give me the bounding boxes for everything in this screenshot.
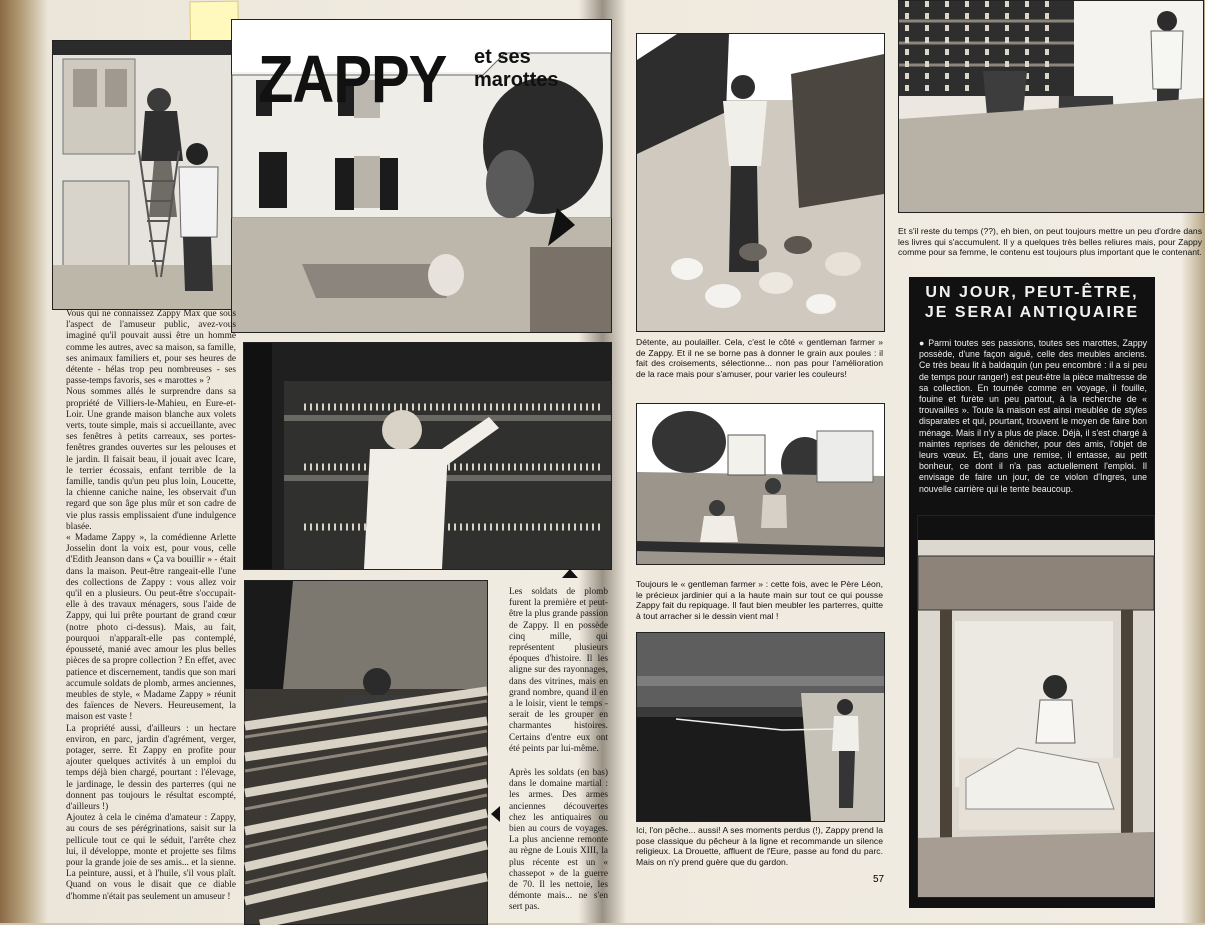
photo-four-poster-bed <box>917 515 1155 898</box>
gardening-illustration <box>637 404 884 564</box>
antique-heading-line-2: JE SERAI ANTIQUAIRE <box>924 304 1140 321</box>
photo-library <box>898 0 1204 213</box>
chickens-illustration <box>637 34 884 331</box>
bed-illustration <box>918 516 1154 897</box>
article-title-sub-line-1: et ses <box>474 46 531 68</box>
article-title-sub <box>474 46 558 92</box>
antique-text: ● Parmi toutes ses passions, toutes ses marottes, Zappy possède, d'une façon aiguë, celle des meubles anciens. Ce très beau lit à baldaquin (un peu encombré : il a si peu de temps pour ranger!) est peut-être la pièce maîtresse de sa collection. En tournée comme en voyage, il fouille, fouine et furète un peu partout, à la recherche de « trouvailles ». Toute la maison est ainsi meublée de styles disparates et qui, pourtant, trouvent le moyen de faire bon ménage. Mais il n'y a plus de place. Déjà, il s'est chargé à maintes reprises de dénicher, pour des amis, l'objet de leurs vœux. Et, dans une remise, il entasse, au petit bonheur, ce dont il n'a pas actuellement l'emploi. Il envisage de faire un jour, de ce violon d'Ingres, une nouvelle carrière qui le tente beaucoup. <box>919 338 1147 494</box>
library-illustration <box>899 1 1203 212</box>
middle-article-1: Les soldats de plomb furent la première et peut-être la plus grande passion de Zappy. Il en possède cinq mille, qui représentent plusieurs époques d'histoire. Il les aligne sur des rayonnages, dans des vitrines, mais en grand nombre, quand il en a le loisir, vient le temps - serait de les grouper en charmantes histoires. Certains d'entre eux ont été peints par lui-même. <box>509 587 608 754</box>
up-arrow-icon <box>562 569 578 578</box>
photo-antique-guns <box>244 580 488 925</box>
photo-lead-soldiers <box>243 342 612 570</box>
left-arrow-icon <box>491 806 500 822</box>
article-title-main: ZAPPY <box>258 42 447 117</box>
middle-article-2: Après les soldats (en bas) dans le domaine martial : les armes. Des armes anciennes découvertes chez les antiquaires ou bien au cours de voyages. La plus ancienne remonte au règne de Louis XIII, la plus récente est un « chassepot » de la guerre de 70. Il les nettoie, les démonte mais... ne s'en sert pas. <box>509 768 608 913</box>
guns-illustration <box>245 581 487 924</box>
antique-heading <box>909 277 1155 333</box>
photo-chickens <box>636 33 885 332</box>
fishing-illustration <box>637 633 884 821</box>
photo-kitchen <box>52 40 252 310</box>
caption-gardening: Toujours le « gentleman farmer » : cette fois, avec le Père Léon, le précieux jardinier qui a la haute main sur tout ce qui pousse Zappy fait du repiquage. Il faut bien meubler les parterres, quitte à tout arracher si le dessin vient mal ! <box>636 579 883 621</box>
left-article: Vous qui ne connaissez Zappy Max que sous l'aspect de l'amuseur public, avez-vous imaginé qu'il pouvait aussi être un homme comme les autres, avec sa maison, sa famille, ses animaux familiers et, pour ses heures de détente - hélas trop peu nombreuses - ses passe-temps favoris, ses « marottes » ? Nous sommes allés le surprendre dans sa propriété de Villiers-le-Mahieu, en Eure-et-Loir. Une grande maison blanche aux volets verts, toute simple, mais si accueillante, avec ses fenêtres à petits carreaux, ses portes-fenêtres grandes ouvertes sur les pelouses et le jardin. Il faisait beau, il jouait avec Icare, le terrier écossais, enfant terrible de la famille, tandis qu'un peu plus loin, Loucette, la chienne caniche naine, les observait d'un regard que son âge plus mûr et son cadre de vie plus rassis emplissaient d'une indulgence blasée. « Madame Zappy », la comédienne Arlette Josselin dont la voix est, pour vous, celle d'Edith Jeanson dans « Ça va bouillir » - était dans la maison. Peut-être rangeait-elle l'une des collections de Zappy : vous allez voir qu'il en a plusieurs. Ou peut-être s'occupait-elle à des travaux ménagers, sous l'aide de Zappy, qui lui prête pourtant de grand cœur (notre photo ci-dessus). Mais, au fait, pourquoi n'apparaît-elle pas contemplé, épousseté, manié avec amour les plus belles pièces de sa propre collection ? En effet, avec patience et discernement, tandis que son mari accumule soldats de plomb, armes anciennes, meubles de style, « Madame Zappy » réunit des faïences de Nevers. Heureusement, la maison est vaste ! La propriété aussi, d'ailleurs : un hectare environ, en parc, jardin d'agrément, verger, potager, serre. Et Zappy en profite pour ajouter quelques activités à un emploi du temps déjà bien chargé, pourtant : l'élevage, le jardinage, le dessin des parterres (qui ne donnent pas toujours le résultat escompté, d'ailleurs !) Ajoutez à cela le cinéma d'amateur : Zappy, au cours de ses pérégrinations, saisit sur la pellicule tout ce qui le séduit, l'arrête chez lui, il développe, monte et projette ses films pour la grande joie de ses amis... et la sienne. La peinture, aussi, et à l'huile, s'il vous plaît. Quand on vous le disait que ce diable d'homme n'était pas seulement un amuseur ! <box>66 309 236 902</box>
kitchen-illustration <box>53 41 251 309</box>
photo-gardening <box>636 403 885 565</box>
caption-library: Et s'il reste du temps (??), eh bien, on peut toujours mettre un peu d'ordre dans les livres qui s'accumulent. Il y a quelques très belles reliures mais, pour Zappy comme pour sa femme, le contenu est toujours plus important que le contenant. <box>898 226 1202 258</box>
article-title-sub-line-2: marottes <box>474 69 559 91</box>
soldiers-illustration <box>244 343 611 569</box>
photo-fishing <box>636 632 885 822</box>
caption-chickens: Détente, au poulailler. Cela, c'est le côté « gentleman farmer » de Zappy. Et il ne se borne pas à donner le grain aux poules : il fait des croisements, sélectionne... non pas pour l'amélioration de la race mais pour s'amuser, pour varier les couleurs! <box>636 337 883 379</box>
antique-heading-line-1: UN JOUR, PEUT-ÊTRE, <box>925 284 1139 301</box>
caption-fishing: Ici, l'on pêche... aussi! A ses moments perdus (!), Zappy prend la pose classique du pêcheur à la ligne et recommande un silence religieux. La Drouette, affluent de l'Eure, passe au fond du parc. Mais on n'y prend guère que du gardon. <box>636 825 883 867</box>
page-number: 57 <box>873 874 885 885</box>
